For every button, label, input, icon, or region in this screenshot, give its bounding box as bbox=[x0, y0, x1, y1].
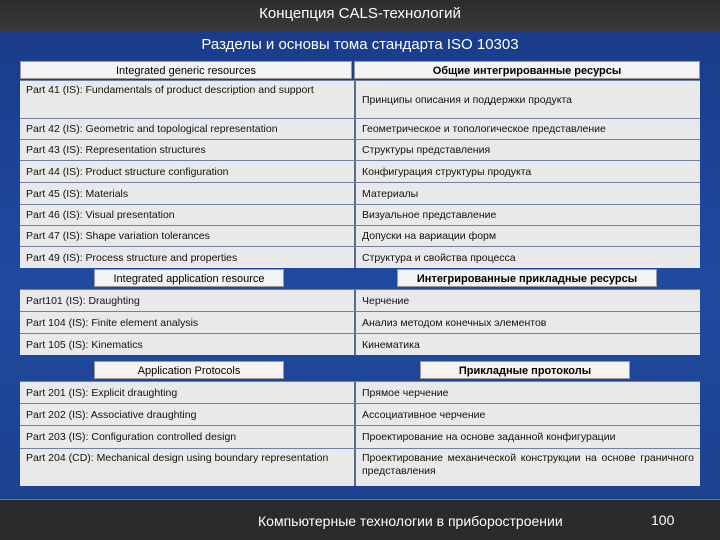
part-en-cell bbox=[20, 426, 356, 448]
part-ru-cell: Геометрическое и топологическое представление bbox=[362, 123, 606, 135]
part-description-en: : Representation structures bbox=[79, 144, 206, 156]
part-en-cell bbox=[20, 290, 356, 311]
section-1-header-ru: Общие интегрированные ресурсы bbox=[354, 61, 700, 79]
table-row bbox=[20, 246, 700, 268]
page-number: 100 bbox=[651, 512, 675, 528]
table-row bbox=[20, 311, 700, 333]
part-ru-cell: Допуски на вариации форм bbox=[362, 230, 497, 242]
table-row bbox=[20, 80, 700, 118]
part-description-en: : Fundamentals of product description and support bbox=[79, 84, 314, 96]
part-ru-cell: Черчение bbox=[362, 294, 410, 307]
table-row bbox=[20, 403, 700, 425]
part-number: Part 203 (IS) bbox=[26, 431, 86, 443]
part-ru-cell: Ассоциативное черчение bbox=[362, 408, 486, 421]
part-number: Part 202 (IS) bbox=[26, 408, 86, 421]
top-title-bar bbox=[0, 0, 720, 32]
part-ru-cell: Проектирование механической конструкции на основе граничного представления bbox=[362, 452, 694, 477]
part-number: Part101 (IS) bbox=[26, 294, 83, 307]
top-title: Концепция CALS-технологий bbox=[259, 5, 461, 22]
part-number: Part 47 (IS) bbox=[26, 230, 80, 242]
footer-caption: Компьютерные технологии в приборостроении bbox=[258, 513, 563, 529]
part-description-en: : Mechanical design using boundary representation bbox=[90, 452, 329, 464]
part-number: Part 44 (IS) bbox=[26, 165, 80, 178]
part-description-en: : Associative draughting bbox=[85, 408, 197, 421]
table-row bbox=[20, 204, 700, 225]
part-en-cell bbox=[20, 449, 356, 486]
part-description-en: : Visual presentation bbox=[79, 209, 175, 221]
table-row bbox=[20, 289, 700, 311]
part-en-cell bbox=[20, 161, 356, 182]
part-description-en: : Configuration controlled design bbox=[85, 431, 237, 443]
part-ru-cell: Конфигурация структуры продукта bbox=[362, 165, 532, 178]
table-row bbox=[20, 333, 700, 355]
part-description-en: : Finite element analysis bbox=[85, 316, 199, 329]
part-ru-cell: Материалы bbox=[362, 187, 419, 200]
part-en-cell bbox=[20, 205, 356, 225]
part-number: Part 46 (IS) bbox=[26, 209, 80, 221]
part-number: Part 42 (IS) bbox=[26, 123, 80, 135]
part-en-cell bbox=[20, 226, 356, 246]
part-number: Part 43 (IS) bbox=[26, 144, 80, 156]
part-description-en: : Geometric and topological representation bbox=[79, 123, 278, 135]
table-row bbox=[20, 160, 700, 182]
section-3-header-en: Application Protocols bbox=[94, 361, 284, 379]
part-description-en: : Shape variation tolerances bbox=[79, 230, 210, 242]
part-en-cell bbox=[20, 81, 356, 118]
part-ru-cell: Структура и свойства процесса bbox=[362, 251, 516, 264]
part-number: Part 104 (IS) bbox=[26, 316, 86, 329]
part-ru-cell: Структуры представления bbox=[362, 144, 491, 156]
part-en-cell bbox=[20, 140, 356, 160]
part-number: Part 204 (CD) bbox=[26, 452, 91, 464]
part-description-en: : Materials bbox=[79, 187, 129, 200]
table-row bbox=[20, 118, 700, 139]
part-ru-cell: Прямое черчение bbox=[362, 386, 449, 399]
table-row bbox=[20, 425, 700, 448]
table-row bbox=[20, 225, 700, 246]
part-description-en: : Product structure configuration bbox=[79, 165, 229, 178]
part-en-cell bbox=[20, 312, 356, 333]
table-row bbox=[20, 139, 700, 160]
part-number: Part 105 (IS) bbox=[26, 338, 86, 351]
part-en-cell bbox=[20, 404, 356, 425]
part-number: Part 41 (IS) bbox=[26, 84, 80, 96]
section-2-header-en: Integrated application resource bbox=[94, 269, 284, 287]
section-2-header-ru: Интегрированные прикладные ресурсы bbox=[397, 269, 657, 287]
part-ru-cell: Визуальное представление bbox=[362, 209, 497, 221]
part-en-cell bbox=[20, 334, 356, 355]
table-row bbox=[20, 381, 700, 403]
table-row bbox=[20, 448, 700, 486]
section-1-header-en: Integrated generic resources bbox=[20, 61, 352, 79]
part-en-cell bbox=[20, 183, 356, 204]
part-number: Part 45 (IS) bbox=[26, 187, 80, 200]
part-description-en: : Process structure and properties bbox=[79, 251, 238, 264]
section-3-header-ru: Прикладные протоколы bbox=[420, 361, 630, 379]
slide-title: Разделы и основы тома стандарта ISO 10303 bbox=[201, 36, 519, 53]
part-description-en: : Draughting bbox=[82, 294, 140, 307]
part-description-en: : Explicit draughting bbox=[85, 386, 178, 399]
part-ru-cell: Принципы описания и поддержки продукта bbox=[362, 93, 572, 106]
part-en-cell bbox=[20, 119, 356, 139]
part-ru-cell: Анализ методом конечных элементов bbox=[362, 316, 547, 329]
part-ru-cell: Проектирование на основе заданной конфигурации bbox=[362, 431, 616, 443]
part-number: Part 49 (IS) bbox=[26, 251, 80, 264]
part-ru-cell: Кинематика bbox=[362, 338, 420, 351]
table-row bbox=[20, 182, 700, 204]
part-description-en: : Kinematics bbox=[85, 338, 143, 351]
part-en-cell bbox=[20, 382, 356, 403]
part-en-cell bbox=[20, 247, 356, 268]
part-number: Part 201 (IS) bbox=[26, 386, 86, 399]
